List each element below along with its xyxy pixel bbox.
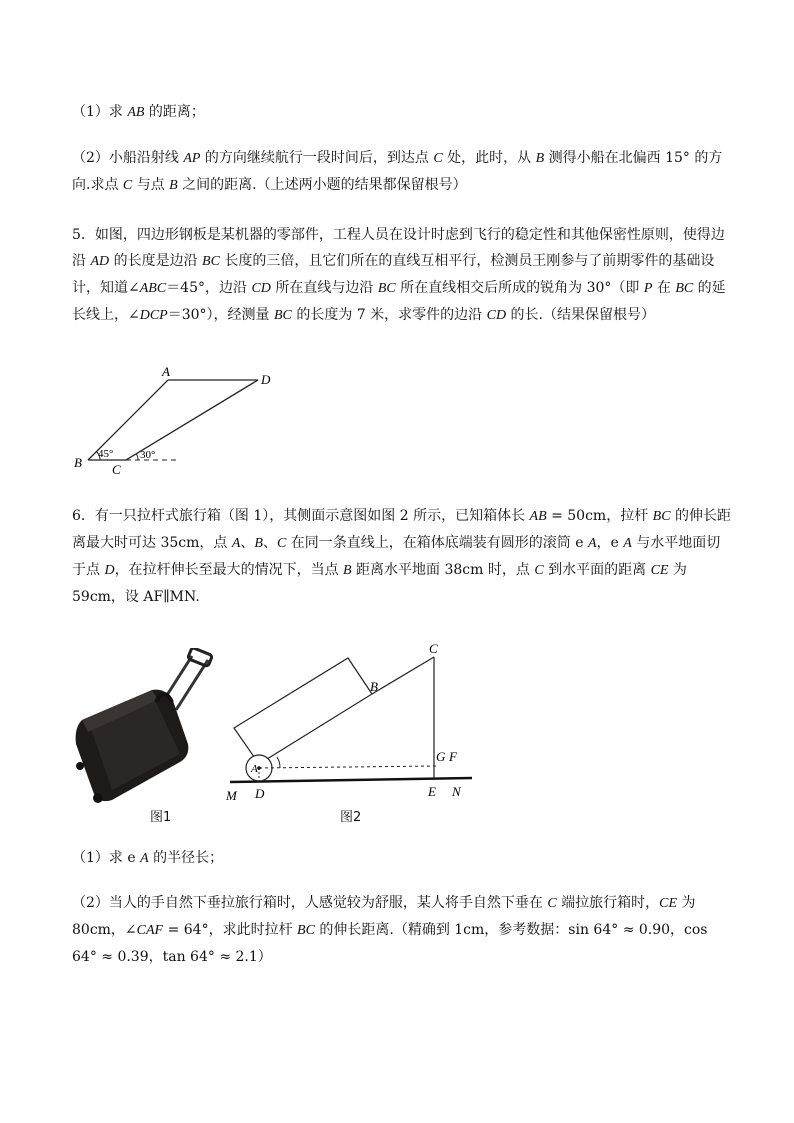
suitcase-photo xyxy=(72,648,224,808)
angle-arc-a xyxy=(277,757,280,768)
angle-arc-c xyxy=(136,454,138,460)
q5-text: 5．如图，四边形钢板是某机器的零部件，工程人员在设计时虑到飞行的稳定性和其他保密性原则，使得边沿 AD 的长度是边沿 BC 长度的三倍，且它们所在的直线互相平行，检测员王刚参与了前期零件的基础设计，知道∠ABC＝45°，边沿 CD 所在直线与边沿 BC 所在直线相交后所成的锐角为 30°（即 P 在 BC 的延长线上，∠DCP＝30°），经测量 BC 的长度为 7 米，求零件的边沿 CD 的长.（结果保留根号） xyxy=(72,227,726,323)
label-d: D xyxy=(255,786,265,801)
pull-rod-bc xyxy=(372,657,434,694)
label-e: E xyxy=(428,784,436,799)
label-b: B xyxy=(370,679,378,694)
q4-part2-text: （2）小船沿射线 AP 的方向继续航行一段时间后，到达点 C 处，此时，从 B 测得小船在北偏西 15° 的方向.求点 C 与点 B 之间的距离.（上述两小题的结果都保留根号） xyxy=(72,150,723,193)
label-a: A xyxy=(251,763,258,775)
dashed-af xyxy=(259,766,436,768)
label-45: 45° xyxy=(98,448,114,460)
label-a: A xyxy=(162,364,170,379)
label-30: 30° xyxy=(140,449,156,461)
label-c: C xyxy=(112,462,121,477)
q6-text: 6．有一只拉杆式旅行箱（图 1），其侧面示意图如图 2 所示，已知箱体长 AB = 50cm，拉杆 BC 的伸长距离最大时可达 35cm，点 A、B、C 在同一条直线上，在箱体底端装有圆形的滚筒 e A，e A 与水平地面切于点 D，在拉杆伸长至最大的情况下，当点 B 距离水平地面 38cm 时，点 C 到水平面的距离 CE 为 59cm，设 AF∥MN. xyxy=(72,508,731,605)
label-g: G xyxy=(436,749,446,764)
label-m: M xyxy=(226,788,237,803)
label-b: B xyxy=(74,455,82,470)
edge-cd xyxy=(126,380,258,460)
label-d: D xyxy=(261,372,271,387)
label-c: C xyxy=(429,641,438,656)
suitcase-diagram xyxy=(222,640,478,810)
figure1-caption: 图1 xyxy=(150,810,172,825)
q6-part1-text: （1）求 e A 的半径长； xyxy=(72,850,224,866)
label-f: F xyxy=(449,749,457,764)
q6-part2-text: （2）当人的手自然下垂拉旅行箱时，人感觉较为舒服，某人将手自然下垂在 C 端拉旅行箱时，CE 为 80cm，∠CAF = 64°，求此时拉杆 BC 的伸长距离.（精确到 1cm，参考数据：sin 64° ≈ 0.90，cos 64° ≈ 0.39，tan 64° ≈ 2.1） xyxy=(72,895,708,965)
figure2-caption: 图2 xyxy=(340,810,362,825)
label-n: N xyxy=(452,784,461,799)
q4-part1-text: （1）求 AB 的距离； xyxy=(72,104,205,120)
case-body xyxy=(234,658,372,764)
q5-figure xyxy=(60,360,300,480)
